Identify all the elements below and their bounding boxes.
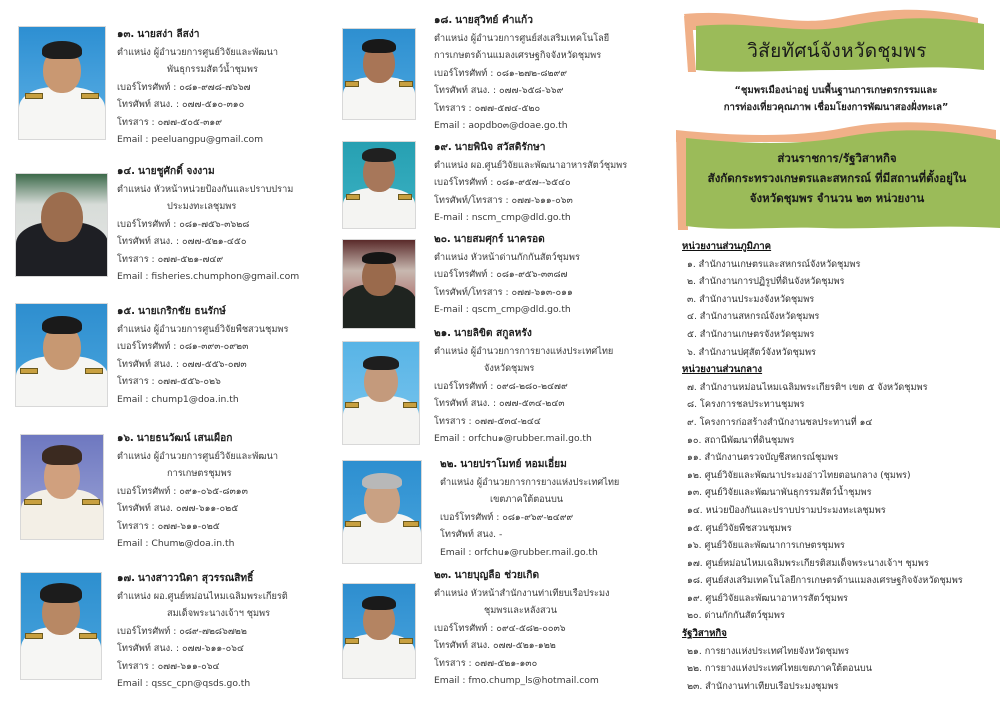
vision-quote-line-1: “ชุมพรเมืองน่าอยู่ บนพื้นฐานการเกษตรกรรมและ bbox=[734, 85, 938, 96]
person-card-20 bbox=[342, 234, 668, 329]
mobile-phone: เบอร์โทรศัพท์ : ๐๘๑-๒๗๒-๘๒๙๙ bbox=[434, 67, 568, 79]
mobile-phone: เบอร์โทรศัพท์ : ๐๘๑-๗๕๖-๓๖๒๘ bbox=[117, 218, 250, 230]
email-address[interactable]: E-mail : qscm_cmp@dld.go.th bbox=[434, 304, 571, 315]
list-item: ๑๔. หน่วยป้องกันและปราบปรามประมงทะเลชุมพร bbox=[687, 504, 886, 516]
position-title-cont: เขตภาคใต้ตอนบน bbox=[490, 494, 564, 505]
person-name: นางสาววนิดา สุวรรณสิทธิ์ bbox=[137, 573, 254, 584]
person-card-23 bbox=[342, 567, 668, 697]
person-number: ๑๘. bbox=[434, 15, 453, 26]
position-title: ผู้อำนวยการศูนย์ส่งเสริมเทคโนโลยี bbox=[470, 32, 610, 44]
section-heading-regional: หน่วยงานส่วนภูมิภาค bbox=[682, 241, 772, 252]
person-info bbox=[117, 570, 288, 693]
person-info bbox=[440, 456, 619, 561]
email-address[interactable]: Email : qssc_cpn@qsds.go.th bbox=[117, 678, 251, 689]
position-title-cont: จังหวัดชุมพร bbox=[484, 363, 535, 374]
person-number: ๑๗. bbox=[117, 573, 135, 584]
position-title: หัวหน้าหน่วยป้องกันและปราบปราม bbox=[153, 183, 294, 195]
person-card-17 bbox=[20, 570, 333, 700]
position-label: ตำแหน่ง bbox=[117, 590, 151, 602]
person-name: นายชูศักดิ์ จงงาม bbox=[137, 166, 215, 177]
email-address[interactable]: Email : orfchu๑@rubber.mail.go.th bbox=[440, 546, 598, 558]
email-address[interactable]: Email : fmo.chump_ls@hotmail.com bbox=[434, 675, 599, 686]
position-label: ตำแหน่ง bbox=[440, 476, 474, 488]
person-info bbox=[434, 12, 609, 135]
list-item: ๒๐. ด่านกักกันสัตว์ชุมพร bbox=[687, 610, 785, 622]
person-card-22 bbox=[342, 456, 668, 566]
email-address[interactable]: E-mail : nscm_cmp@dld.go.th bbox=[434, 212, 571, 223]
vision-banner bbox=[678, 8, 996, 76]
person-info bbox=[117, 163, 299, 286]
office-phone-fax: โทรศัพท์/โทรสาร : ๐๗๗-๖๑๑-๐๖๓ bbox=[434, 194, 573, 206]
person-card-19 bbox=[342, 141, 668, 229]
email-address[interactable]: Email : Chum๒@doa.in.th bbox=[117, 538, 235, 549]
person-info bbox=[117, 26, 278, 149]
list-item: ๑๓. ศูนย์วิจัยและพัฒนาพันธุกรรมสัตว์น้ำชุมพร bbox=[687, 487, 872, 499]
office-phone: โทรศัพท์ สนง. : ๐๗๗-๖๕๘-๖๖๙ bbox=[434, 85, 564, 96]
fax-number: โทรสาร : ๐๗๗-๖๑๑-๐๖๔ bbox=[117, 660, 220, 672]
list-item: ๕. สำนักงานเกษตรจังหวัดชุมพร bbox=[687, 328, 815, 340]
position-label: ตำแหน่ง bbox=[117, 323, 151, 335]
section-heading-state-enterprise: รัฐวิสาหกิจ bbox=[682, 628, 727, 640]
person-card-16 bbox=[20, 430, 333, 558]
agencies-column bbox=[672, 0, 1000, 706]
person-name: นายสุวิทย์ คำแก้ว bbox=[455, 15, 533, 26]
position-title: ผอ.ศูนย์วิจัยและพัฒนาอาหารสัตว์ชุมพร bbox=[470, 159, 628, 171]
fax-number: โทรสาร : ๐๗๗-๕๒๑-๗๔๙ bbox=[117, 253, 224, 265]
agencies-banner-line-1: ส่วนราชการ/รัฐวิสาหกิจ bbox=[777, 151, 897, 165]
person-name: นายพินิจ สวัสดิรักษา bbox=[454, 142, 546, 153]
position-title-cont: พันธุกรรมสัตว์น้ำชุมพร bbox=[167, 64, 258, 75]
person-card-18 bbox=[342, 12, 668, 132]
mobile-phone: เบอร์โทรศัพท์ : ๐๘๑-๓๙๓-๐๙๒๓ bbox=[117, 341, 249, 352]
list-item: ๑๙. ศูนย์วิจัยและพัฒนาอาหารสัตว์ชุมพร bbox=[687, 592, 848, 604]
person-number: ๑๙. bbox=[434, 142, 452, 153]
office-phone: โทรศัพท์ สนง. : ๐๗๗-๕๒๑-๔๕๐ bbox=[117, 236, 247, 247]
person-number: ๒๓. bbox=[434, 570, 452, 581]
position-label: ตำแหน่ง bbox=[117, 450, 151, 462]
office-phone: โทรศัพท์ สนง. : ๐๗๗-๕๑๐-๓๑๐ bbox=[117, 99, 245, 110]
office-phone: โทรศัพท์ สนง. - bbox=[440, 529, 503, 540]
email-address[interactable]: Email : peeluangpu@gmail.com bbox=[117, 134, 264, 145]
list-item: ๙. โครงการก่อสร้างสำนักงานชลประทานที่ ๑๔ bbox=[687, 416, 873, 428]
person-info bbox=[434, 231, 580, 319]
mobile-phone: เบอร์โทรศัพท์ : ๐๘๑-๙๕๗--๖๕๔๐ bbox=[434, 177, 571, 188]
fax-number: โทรสาร : ๐๗๗-๕๐๕-๓๑๙ bbox=[117, 116, 222, 128]
list-item: ๘. โครงการชลประทานชุมพร bbox=[687, 399, 805, 411]
position-title-cont: การเกษตรชุมพร bbox=[167, 468, 232, 479]
list-item: ๑๗. ศูนย์หม่อนไหมเฉลิมพระเกียรติสมเด็จพระนางเจ้าฯ ชุมพร bbox=[687, 557, 929, 569]
mobile-phone: เบอร์โทรศัพท์ : ๐๙๘-๒๘๐-๒๔๗๙ bbox=[434, 380, 568, 392]
position-title: ผู้อำนวยการการยางแห่งประเทศไทย bbox=[476, 476, 620, 488]
person-name: นายบุญลือ ช่วยเกิด bbox=[454, 570, 540, 581]
office-phone: โทรศัพท์ สนง. ๐๗๗-๖๑๑-๐๒๕ bbox=[117, 503, 239, 514]
person-info bbox=[434, 325, 613, 448]
list-item: ๓. สำนักงานประมงจังหวัดชุมพร bbox=[687, 293, 815, 305]
email-address[interactable]: Email : fisheries.chumphon@gmail.com bbox=[117, 271, 300, 282]
position-title: ผู้อำนวยการศูนย์วิจัยและพัฒนา bbox=[153, 46, 279, 58]
portrait-photo bbox=[342, 583, 416, 679]
person-number: ๑๓. bbox=[117, 29, 135, 40]
position-title-cont: ชุมพรและหลังสวน bbox=[484, 605, 557, 616]
fax-number: โทรสาร : ๐๗๗-๕๕๖-๐๒๖ bbox=[117, 376, 221, 387]
list-item: ๔. สำนักงานสหกรณ์จังหวัดชุมพร bbox=[687, 311, 820, 323]
person-card-14 bbox=[15, 163, 333, 288]
person-info bbox=[117, 303, 288, 408]
person-name: นายสง่า ลีสง่า bbox=[137, 29, 200, 40]
person-name: นายเกริกชัย ธนรักษ์ bbox=[137, 306, 226, 317]
person-info bbox=[117, 430, 278, 553]
agencies-banner-line-2: สังกัดกระทรวงเกษตรและสหกรณ์ ที่มีสถานที่ตั้งอยู่ใน bbox=[707, 171, 967, 185]
person-info bbox=[434, 567, 610, 690]
person-card-15 bbox=[15, 303, 333, 418]
list-item: ๖. สำนักงานปศุสัตว์จังหวัดชุมพร bbox=[687, 346, 816, 358]
fax-number: โทรสาร : ๐๗๗-๕๗๔-๕๒๐ bbox=[434, 102, 541, 114]
agencies-banner-line-3: จังหวัดชุมพร จำนวน ๒๓ หน่วยงาน bbox=[749, 191, 925, 205]
person-number: ๑๕. bbox=[117, 306, 136, 317]
position-title: หัวหน้าด่านกักกันสัตว์ชุมพร bbox=[470, 251, 580, 263]
person-number: ๑๔. bbox=[117, 166, 136, 177]
person-name: นายลิขิต สกูลหรัง bbox=[453, 328, 532, 339]
position-label: ตำแหน่ง bbox=[434, 159, 468, 171]
position-label: ตำแหน่ง bbox=[117, 183, 151, 195]
person-info bbox=[434, 139, 627, 227]
directory-column-2 bbox=[338, 0, 670, 706]
person-card-21 bbox=[342, 328, 668, 451]
office-phone: โทรศัพท์ สนง. : ๐๗๗-๖๑๑-๐๖๔ bbox=[117, 643, 244, 654]
position-title: ผู้อำนวยการการยางแห่งประเทศไทย bbox=[470, 345, 614, 357]
person-number: ๒๒. bbox=[440, 459, 458, 470]
list-item: ๒. สำนักงานการปฏิรูปที่ดินจังหวัดชุมพร bbox=[687, 276, 845, 288]
portrait-photo bbox=[342, 341, 420, 445]
position-title: ผอ.ศูนย์หม่อนไหมเฉลิมพระเกียรติ bbox=[153, 590, 288, 602]
office-phone: โทรศัพท์ สนง. : ๐๗๗-๕๓๔-๒๔๓ bbox=[434, 398, 565, 409]
mobile-phone: เบอร์โทรศัพท์ : ๐๘๑-๙๖๙-๒๔๙๙ bbox=[440, 511, 574, 523]
office-phone-fax: โทรศัพท์/โทรสาร : ๐๗๗-๖๑๓-๐๑๑ bbox=[434, 286, 573, 298]
portrait-photo bbox=[18, 26, 106, 140]
position-title-cont: การเกษตรด้านแมลงเศรษฐกิจจังหวัดชุมพร bbox=[434, 50, 602, 61]
portrait-photo bbox=[342, 28, 416, 120]
mobile-phone: เบอร์โทรศัพท์ : ๐๘๙-๗๒๘๖๗๒๒ bbox=[117, 625, 247, 637]
position-label: ตำแหน่ง bbox=[434, 251, 468, 263]
agency-list bbox=[682, 238, 963, 695]
person-number: ๒๑. bbox=[434, 328, 452, 339]
list-item: ๑๕. ศูนย์วิจัยพืชสวนชุมพร bbox=[687, 522, 792, 534]
person-card-13 bbox=[18, 26, 333, 156]
mobile-phone: เบอร์โทรศัพท์ : ๐๙๑-๐๖๕-๘๓๑๓ bbox=[117, 485, 248, 497]
portrait-photo bbox=[342, 239, 416, 329]
position-title-cont: สมเด็จพระนางเจ้าฯ ชุมพร bbox=[167, 608, 271, 619]
office-phone: โทรศัพท์ สนง. : ๐๗๗-๕๕๖-๐๗๓ bbox=[117, 358, 247, 370]
person-name: นายปราโมทย์ หอมเอี่ยม bbox=[460, 459, 567, 470]
list-item: ๑๘. ศูนย์ส่งเสริมเทคโนโลยีการเกษตรด้านแมลงเศรษฐกิจจังหวัดชุมพร bbox=[687, 575, 963, 587]
list-item: ๑๑. สำนักงานตรวจบัญชีสหกรณ์ชุมพร bbox=[687, 452, 839, 464]
fax-number: โทรสาร : ๐๗๗-๕๓๔-๒๔๔ bbox=[434, 415, 541, 427]
email-address[interactable]: Email : aopdbo๓@doae.go.th bbox=[434, 120, 568, 131]
email-address[interactable]: Email : orfchu๑@rubber.mail.go.th bbox=[434, 433, 592, 444]
position-title: ผู้อำนวยการศูนย์วิจัยพืชสวนชุมพร bbox=[153, 323, 289, 335]
email-address[interactable]: Email : chump1@doa.in.th bbox=[117, 393, 239, 405]
portrait-photo bbox=[20, 572, 102, 680]
mobile-phone: เบอร์โทรศัพท์ : ๐๘๑-๙๕๖-๓๓๘๗ bbox=[434, 269, 568, 280]
position-label: ตำแหน่ง bbox=[117, 46, 151, 58]
person-number: ๒๐. bbox=[434, 234, 451, 245]
list-item: ๒๓. สำนักงานท่าเทียบเรือประมงชุมพร bbox=[687, 680, 839, 692]
position-title: ผู้อำนวยการศูนย์วิจัยและพัฒนา bbox=[153, 450, 279, 462]
list-item: ๑๐. สถานีพัฒนาที่ดินชุมพร bbox=[687, 434, 795, 446]
list-item: ๗. สำนักงานหม่อนไหมเฉลิมพระเกียรติฯ เขต ๕ จังหวัดชุมพร bbox=[687, 381, 928, 393]
portrait-photo bbox=[342, 141, 416, 229]
list-item: ๑๒. ศูนย์วิจัยและพัฒนาประมงอ่าวไทยตอนกลาง (ชุมพร) bbox=[687, 469, 911, 481]
position-label: ตำแหน่ง bbox=[434, 32, 468, 44]
person-name: นายสมศุกร์ นาครอด bbox=[453, 234, 545, 245]
fax-number: โทรสาร : ๐๗๗-๕๒๑-๑๓๐ bbox=[434, 657, 538, 669]
position-label: ตำแหน่ง bbox=[434, 587, 468, 599]
portrait-photo bbox=[342, 460, 422, 564]
office-phone: โทรศัพท์ สนง. ๐๗๗-๕๒๑-๑๒๒ bbox=[434, 640, 556, 651]
list-item: ๑๖. ศูนย์วิจัยและพัฒนาการเกษตรชุมพร bbox=[687, 540, 845, 552]
person-name: นายธนวัฒน์ เสนเผือก bbox=[136, 433, 233, 444]
person-number: ๑๖. bbox=[117, 433, 134, 444]
list-item: ๑. สำนักงานเกษตรและสหกรณ์จังหวัดชุมพร bbox=[687, 258, 861, 270]
portrait-photo bbox=[15, 173, 108, 277]
mobile-phone: เบอร์โทรศัพท์ : ๐๙๔-๕๘๒-๐๐๓๖ bbox=[434, 622, 566, 634]
fax-number: โทรสาร : ๐๗๗-๖๑๑-๐๒๕ bbox=[117, 520, 220, 532]
vision-quote-line-2: การท่องเที่ยวคุณภาพ เชื่อมโยงการพัฒนาสองฝั่งทะเล” bbox=[723, 102, 949, 113]
position-label: ตำแหน่ง bbox=[434, 345, 468, 357]
mobile-phone: เบอร์โทรศัพท์ : ๐๘๑-๙๗๘-๗๖๖๗ bbox=[117, 81, 251, 93]
position-title: หัวหน้าสำนักงานท่าเทียบเรือประมง bbox=[470, 587, 610, 599]
portrait-photo bbox=[15, 303, 108, 407]
section-heading-central: หน่วยงานส่วนกลาง bbox=[682, 364, 763, 376]
agencies-banner bbox=[674, 122, 1000, 232]
directory-column-1 bbox=[0, 0, 335, 706]
position-title-cont: ประมงทะเลชุมพร bbox=[167, 201, 237, 212]
list-item: ๒๑. การยางแห่งประเทศไทยจังหวัดชุมพร bbox=[687, 645, 850, 657]
list-item: ๒๒. การยางแห่งประเทศไทยเขตภาคใต้ตอนบน bbox=[687, 663, 872, 675]
portrait-photo bbox=[20, 434, 104, 540]
vision-title: วิสัยทัศน์จังหวัดชุมพร bbox=[747, 40, 927, 62]
vision-quote bbox=[672, 82, 1000, 116]
